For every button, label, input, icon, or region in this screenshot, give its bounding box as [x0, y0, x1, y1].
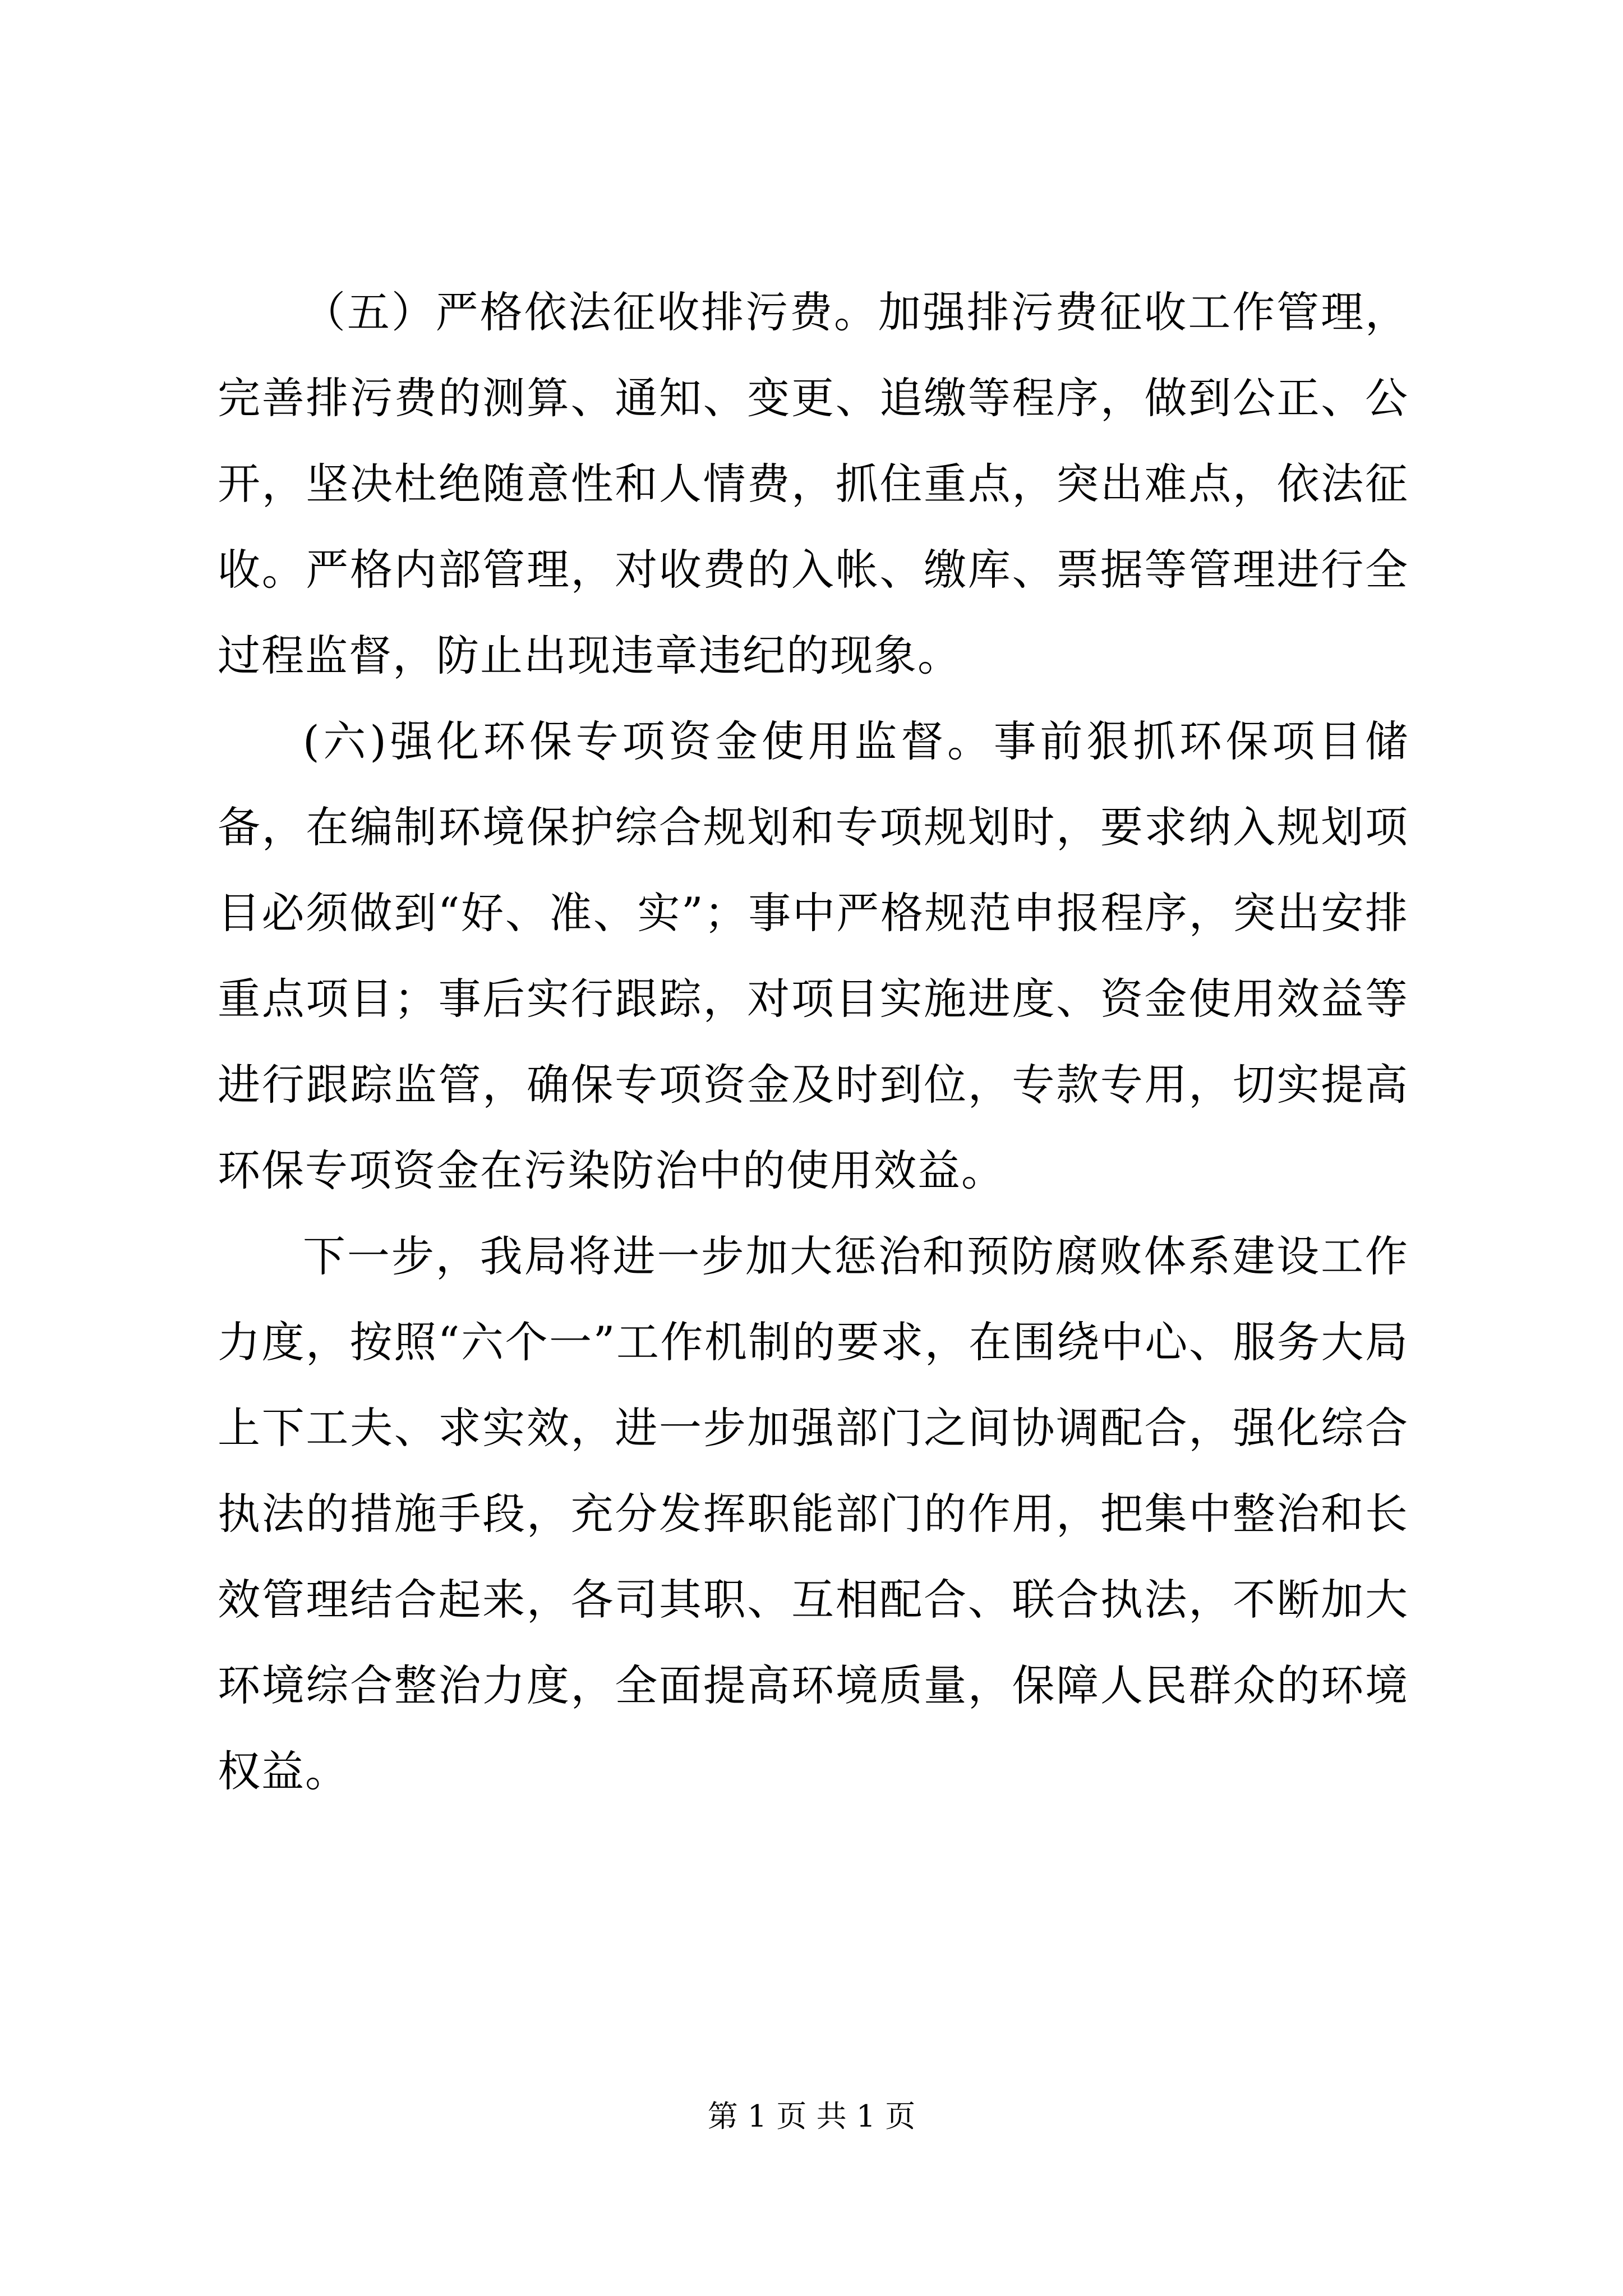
paragraph-pollution-fee: （五）严格依法征收排污费。加强排污费征收工作管理，完善排污费的测算、通知、变更、追缴等程序，做到公正、公开，坚决杜绝随意性和人情费，抓住重点，突出难点，依法征收。严格内部管理，对收费的入帐、缴库、票据等管理进行全过程监督，防止出现违章违纪的现象。: [218, 287, 1409, 680]
paragraph-special-funds: (六)强化环保专项资金使用监督。事前狠抓环保项目储备，在编制环境保护综合规划和专项规划时，要求纳入规划项目必须做到“好、准、实”；事中严格规范申报程序，突出安排重点项目；事后实行跟踪，对项目实施进度、资金使用效益等进行跟踪监管，确保专项资金及时到位，专款专用，切实提高环保专项资金在污染防治中的使用效益。: [218, 716, 1409, 1195]
document-body: [218, 269, 1409, 1814]
paragraph-next-steps: 下一步，我局将进一步加大惩治和预防腐败体系建设工作力度，按照“六个一”工作机制的要求，在围绕中心、服务大局上下工夫、求实效，进一步加强部门之间协调配合，强化综合执法的措施手段，充分发挥职能部门的作用，把集中整治和长效管理结合起来，各司其职、互相配合、联合执法，不断加大环境综合整治力度，全面提高环境质量，保障人民群众的环境权益。: [218, 1231, 1409, 1796]
page-number-footer: 第 1 页 共 1 页: [707, 2099, 916, 2134]
